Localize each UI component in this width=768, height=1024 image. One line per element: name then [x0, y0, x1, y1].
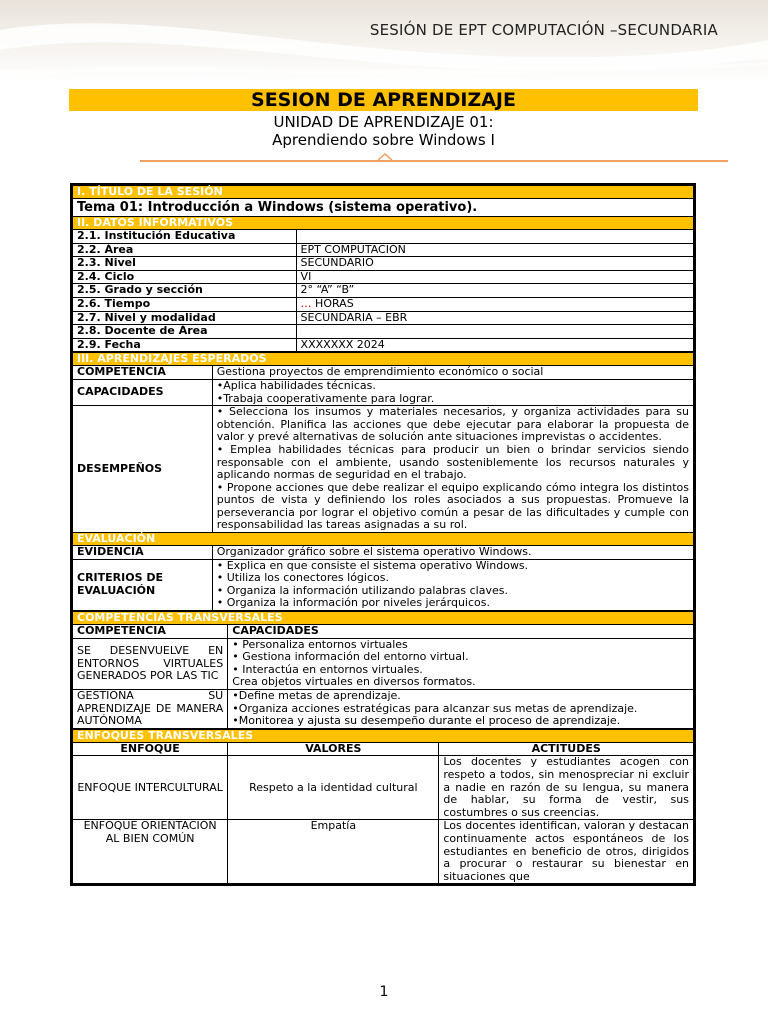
aprendizajes-table [72, 352, 694, 611]
section-competencias-transversales-heading: COMPETENCIAS TRANSVERSALES [73, 612, 694, 625]
et-actitud: Los docentes identifican, valoran y destacan continuamente actos espontáneos de los estudiantes en beneficio de otros, dirigidos a procurar o restaurar su bienestar en situaciones que [439, 820, 694, 884]
capacidades-list [212, 379, 693, 405]
session-sheet [70, 183, 696, 886]
decorative-divider [140, 160, 728, 162]
et-actitud: Los docentes y estudiantes acogen con respeto a todos, sin menospreciar ni excluir a nadie en razón de su lengua, su manera de hablar, su forma de vestir, sus costumbres o sus creencias. [439, 756, 694, 820]
datos-value [296, 297, 693, 311]
datos-row [73, 284, 694, 298]
competencias-transversales-table [72, 611, 694, 729]
datos-label: 2.2. Área [73, 243, 297, 257]
section-titulo-heading: I. TÍTULO DE LA SESIÓN [73, 186, 694, 199]
datos-label: 2.7. Nivel y modalidad [73, 311, 297, 325]
section-aprendizajes-heading: III. APRENDIZAJES ESPERADOS [73, 353, 694, 366]
divider-notch-icon [378, 152, 392, 166]
et-enfoque: ENFOQUE ORIENTACIÓN AL BIEN COMÚN [73, 820, 228, 884]
datos-value: EPT COMPUTACIÓN [296, 243, 693, 257]
et-enfoque: ENFOQUE INTERCULTURAL [73, 756, 228, 820]
list-item: • Gestiona información del entorno virtual. [232, 650, 469, 664]
datos-row [73, 257, 694, 271]
enfoques-transversales-table [72, 729, 694, 885]
datos-value: VI [296, 270, 693, 284]
header-swoosh-graphic [0, 0, 768, 90]
datos-label: 2.6. Tiempo [73, 297, 297, 311]
ct-col-capacidades: CAPACIDADES [228, 625, 694, 639]
ct-competencia: SE DESENVUELVE EN ENTORNOS VIRTUALES GENERADOS POR LAS TIC [73, 638, 228, 689]
et-col-valores: VALORES [228, 742, 439, 756]
desempenos-list [212, 406, 693, 533]
datos-label: 2.8. Docente de Área [73, 325, 297, 339]
list-item: • Utiliza los conectores lógicos. [216, 571, 389, 585]
datos-value [296, 325, 693, 339]
datos-value: XXXXXXX 2024 [296, 338, 693, 352]
list-item: • Organiza la información utilizando palabras claves. [216, 583, 508, 597]
tiempo-placeholder: … [300, 296, 312, 310]
et-col-actitudes: ACTITUDES [439, 742, 694, 756]
datos-row [73, 243, 694, 257]
tema-title: Tema 01: Introducción a Windows (sistema operativo). [73, 199, 694, 217]
criterios-list [212, 559, 693, 610]
section-enfoques-heading: ENFOQUES TRANSVERSALES [73, 729, 694, 742]
table-row [73, 638, 694, 689]
competencia-value: Gestiona proyectos de emprendimiento económico o social [212, 366, 693, 380]
list-item: • Propone acciones que debe realizar el equipo explicando cómo integra los distintos puntos de vista y definiendo los roles asociados a sus propuestas. Promueve la perseverancia por lograr el objetivo común a pesar de las dificultades y cumple con responsabilidad las tareas asignadas a su rol. [216, 480, 689, 532]
desempenos-label: DESEMPEÑOS [73, 406, 213, 533]
ct-capacidades [228, 638, 694, 689]
competencia-label: COMPETENCIA [73, 366, 213, 380]
table-row [73, 756, 694, 820]
list-item: • Interactúa en entornos virtuales. [232, 662, 423, 676]
datos-row [73, 230, 694, 244]
header-text: SESIÓN DE EPT COMPUTACIÓN –SECUNDARIA [369, 21, 718, 39]
datos-value [296, 230, 693, 244]
datos-row [73, 311, 694, 325]
evidencia-label: EVIDENCIA [73, 546, 213, 560]
evidencia-value: Organizador gráfico sobre el sistema operativo Windows. [212, 546, 693, 560]
datos-value: 2° “A” “B” [296, 284, 693, 298]
section-datos-heading: II. DATOS INFORMATIVOS [73, 217, 694, 230]
et-col-enfoque: ENFOQUE [73, 742, 228, 756]
datos-label: 2.4. Ciclo [73, 270, 297, 284]
tiempo-unit: HORAS [311, 296, 354, 310]
datos-value: SECUNDARIO [296, 257, 693, 271]
ct-capacidades [228, 690, 694, 729]
list-item: •Define metas de aprendizaje. [232, 689, 401, 702]
list-item: • Organiza la información por niveles jerárquicos. [216, 596, 490, 610]
capacidades-label: CAPACIDADES [73, 379, 213, 405]
datos-label: 2.3. Nivel [73, 257, 297, 271]
et-valor: Empatía [228, 820, 439, 884]
unidad-label: UNIDAD DE APRENDIZAJE 01: [273, 113, 494, 131]
ct-col-competencia: COMPETENCIA [73, 625, 228, 639]
datos-row [73, 297, 694, 311]
list-item: • Personaliza entornos virtuales [232, 637, 408, 651]
document-title: SESION DE APRENDIZAJE [69, 89, 698, 111]
datos-row [73, 270, 694, 284]
list-item: Crea objetos virtuales en diversos formatos. [232, 675, 476, 689]
page-number: 1 [379, 984, 389, 1000]
list-item: •Trabaja cooperativamente para lograr. [216, 391, 435, 405]
section-evaluacion-heading: EVALUACIÓN [73, 533, 694, 546]
datos-row [73, 338, 694, 352]
et-valor: Respeto a la identidad cultural [228, 756, 439, 820]
table-row [73, 820, 694, 884]
list-item: •Aplica habilidades técnicas. [216, 378, 376, 392]
datos-value: SECUNDARIA – EBR [296, 311, 693, 325]
list-item: • Emplea habilidades técnicas para producir un bien o brindar servicios siendo responsable con el ambiente, usando sosteniblemente los recursos naturales y aplicando normas de seguridad en el trabajo. [216, 442, 689, 482]
list-item: •Organiza acciones estratégicas para alcanzar sus metas de aprendizaje. [232, 701, 638, 715]
datos-row [73, 325, 694, 339]
ct-competencia: GESTIONA SU APRENDIZAJE DE MANERA AUTÓNOMA [73, 690, 228, 729]
criterios-label: CRITERIOS DE EVALUACIÓN [73, 559, 213, 610]
table-row [73, 690, 694, 729]
list-item: • Explica en que consiste el sistema operativo Windows. [216, 558, 529, 572]
unidad-name: Aprendiendo sobre Windows I [272, 131, 495, 149]
datos-label: 2.9. Fecha [73, 338, 297, 352]
datos-table [72, 185, 694, 352]
list-item: •Monitorea y ajusta su desempeño durante el proceso de aprendizaje. [232, 714, 621, 728]
datos-label: 2.1. Institución Educativa [73, 230, 297, 244]
datos-label: 2.5. Grado y sección [73, 284, 297, 298]
list-item: • Selecciona los insumos y materiales necesarios, y organiza actividades para su obtención. Planifica las acciones que debe ejecutar para elaborar la propuesta de valor y prevé alternativas de solución ante situaciones imprevistas o accidentes. [216, 405, 689, 444]
